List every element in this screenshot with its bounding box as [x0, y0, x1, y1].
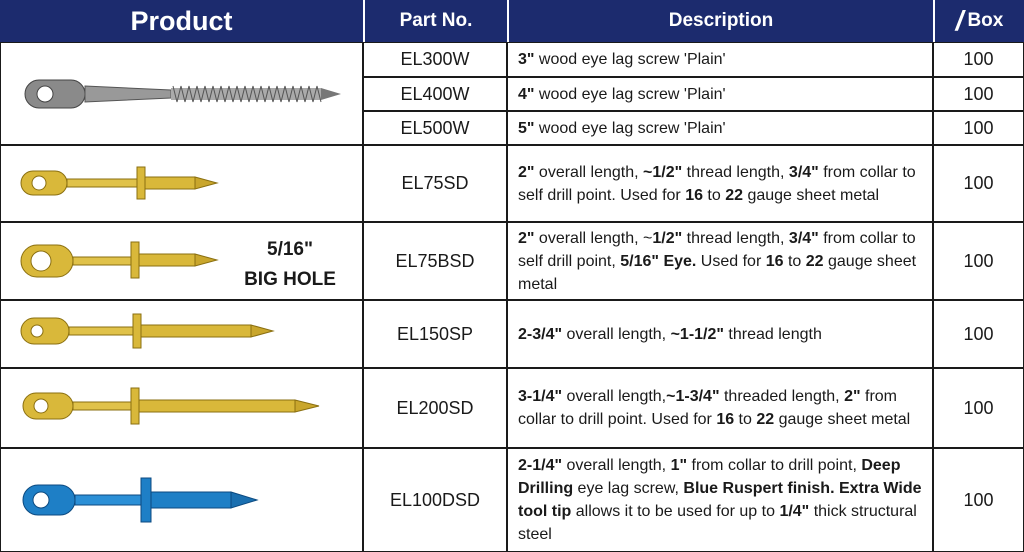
box-qty-cell: 100 — [933, 448, 1024, 552]
description-bold-run: 22 — [805, 252, 824, 270]
product-image-cell — [0, 145, 363, 222]
description-bold-run: ~1/2" — [643, 163, 683, 181]
part-number-cell: EL200SD — [363, 368, 507, 448]
description-bold-run: 1" — [670, 457, 688, 474]
description-run: thick structural steel — [518, 503, 917, 543]
box-qty-cell: 100 — [933, 145, 1024, 222]
description-run: from collar to drill point, — [687, 457, 862, 474]
description-bold-run: 4" — [518, 85, 535, 103]
description-run: thread length — [723, 325, 822, 343]
description-cell — [507, 145, 933, 222]
part-number-cell: EL75SD — [363, 145, 507, 222]
description-run: wood eye lag screw 'Plain' — [534, 119, 726, 137]
description-bold-run: 3/4" — [788, 229, 819, 247]
description-bold-run: 3/4" — [788, 163, 819, 181]
part-number-cell: EL100DSD — [363, 448, 507, 552]
description-run: wood eye lag screw 'Plain' — [534, 51, 726, 68]
description-run: gauge sheet metal — [774, 411, 911, 428]
box-qty-cell: 100 — [933, 368, 1024, 448]
description-text — [518, 83, 726, 106]
sharp-point-eye-lag-image — [1, 300, 364, 368]
description-cell — [507, 222, 933, 300]
long-self-drill-eye-lag-image — [1, 368, 364, 448]
description-text — [518, 117, 726, 140]
description-run: overall length, — [562, 388, 667, 405]
description-run: allows it to be used for up to — [571, 503, 780, 520]
big-hole-size: 5/16" — [267, 239, 313, 260]
description-bold-run: 3-1/4" — [518, 388, 563, 405]
product-image-cell — [0, 300, 363, 368]
product-image-cell — [0, 42, 363, 145]
description-bold-run: 2" — [518, 163, 535, 181]
box-qty-cell: 100 — [933, 300, 1024, 368]
header-box — [933, 0, 1024, 42]
description-bold-run: Deep Drilling — [518, 457, 901, 497]
description-text — [518, 385, 926, 431]
part-number-cell: EL75BSD — [363, 222, 507, 300]
description-bold-run: 5/16" Eye. — [620, 252, 697, 270]
box-qty-cell: 100 — [933, 42, 1024, 77]
description-run: from collar to self drill point, — [518, 229, 916, 270]
description-bold-run: 16 — [685, 186, 703, 204]
description-bold-run: 2-3/4" — [518, 325, 563, 343]
part-number-cell: EL400W — [363, 77, 507, 111]
description-run: wood eye lag screw 'Plain' — [534, 85, 726, 103]
description-run: overall length, — [562, 325, 671, 343]
description-text — [518, 48, 726, 71]
box-qty-cell: 100 — [933, 222, 1024, 300]
description-bold-run: ~1-3/4" — [666, 388, 720, 405]
description-run: overall length, — [534, 163, 643, 181]
big-hole-eye-lag-image — [1, 222, 231, 300]
description-run: thread length, — [682, 163, 789, 181]
product-image-cell — [0, 448, 363, 552]
big-hole-label — [232, 235, 348, 295]
description-cell — [507, 77, 933, 111]
box-qty-cell: 100 — [933, 77, 1024, 111]
header-description: Description — [507, 0, 933, 42]
header-part-no: Part No. — [363, 0, 507, 42]
description-bold-run: Blue Ruspert finish. Extra Wide tool tip — [518, 480, 922, 520]
description-bold-run: 1/2" — [652, 229, 683, 247]
description-text — [518, 454, 926, 546]
header-product: Product — [0, 0, 363, 42]
part-number-cell: EL500W — [363, 111, 507, 145]
description-bold-run: 1/4" — [779, 503, 810, 520]
blue-ruspert-eye-lag-image — [1, 448, 364, 552]
description-run: Used for — [696, 252, 766, 270]
description-run: from collar to self drill point. Used for — [518, 163, 916, 204]
description-bold-run: 2" — [518, 229, 535, 247]
description-bold-run: 5" — [518, 119, 535, 137]
header-box-label: Box — [967, 10, 1004, 31]
part-number-cell: EL150SP — [363, 300, 507, 368]
description-run: to — [734, 411, 757, 428]
description-bold-run: 22 — [725, 186, 744, 204]
header-box-slash: / — [955, 5, 964, 36]
description-cell — [507, 300, 933, 368]
description-run: gauge sheet metal — [743, 186, 880, 204]
description-text — [518, 161, 926, 207]
description-run: overall length, ~ — [534, 229, 653, 247]
wood-eye-lag-screw-image — [1, 42, 364, 145]
part-number-cell: EL300W — [363, 42, 507, 77]
description-bold-run: 3" — [518, 51, 535, 68]
description-cell — [507, 42, 933, 77]
description-run: gauge sheet metal — [518, 252, 917, 293]
description-cell — [507, 448, 933, 552]
product-image-cell — [0, 368, 363, 448]
description-text — [518, 227, 926, 296]
description-bold-run: ~1-1/2" — [670, 325, 724, 343]
description-text — [518, 323, 822, 346]
description-run: overall length, — [562, 457, 671, 474]
description-run: to — [783, 252, 806, 270]
self-drill-eye-lag-image — [1, 145, 364, 222]
description-run: threaded length, — [719, 388, 845, 405]
description-bold-run: 16 — [716, 411, 735, 428]
box-qty-cell: 100 — [933, 111, 1024, 145]
description-bold-run: 22 — [756, 411, 775, 428]
description-run: thread length, — [682, 229, 789, 247]
description-run: eye lag screw, — [573, 480, 684, 497]
description-run: from collar to drill point. Used for — [518, 388, 898, 428]
description-cell — [507, 368, 933, 448]
description-bold-run: 16 — [765, 252, 784, 270]
description-bold-run: 2-1/4" — [518, 457, 563, 474]
description-run: to — [702, 186, 726, 204]
description-cell — [507, 111, 933, 145]
big-hole-text: BIG HOLE — [244, 269, 336, 290]
description-bold-run: 2" — [844, 388, 861, 405]
